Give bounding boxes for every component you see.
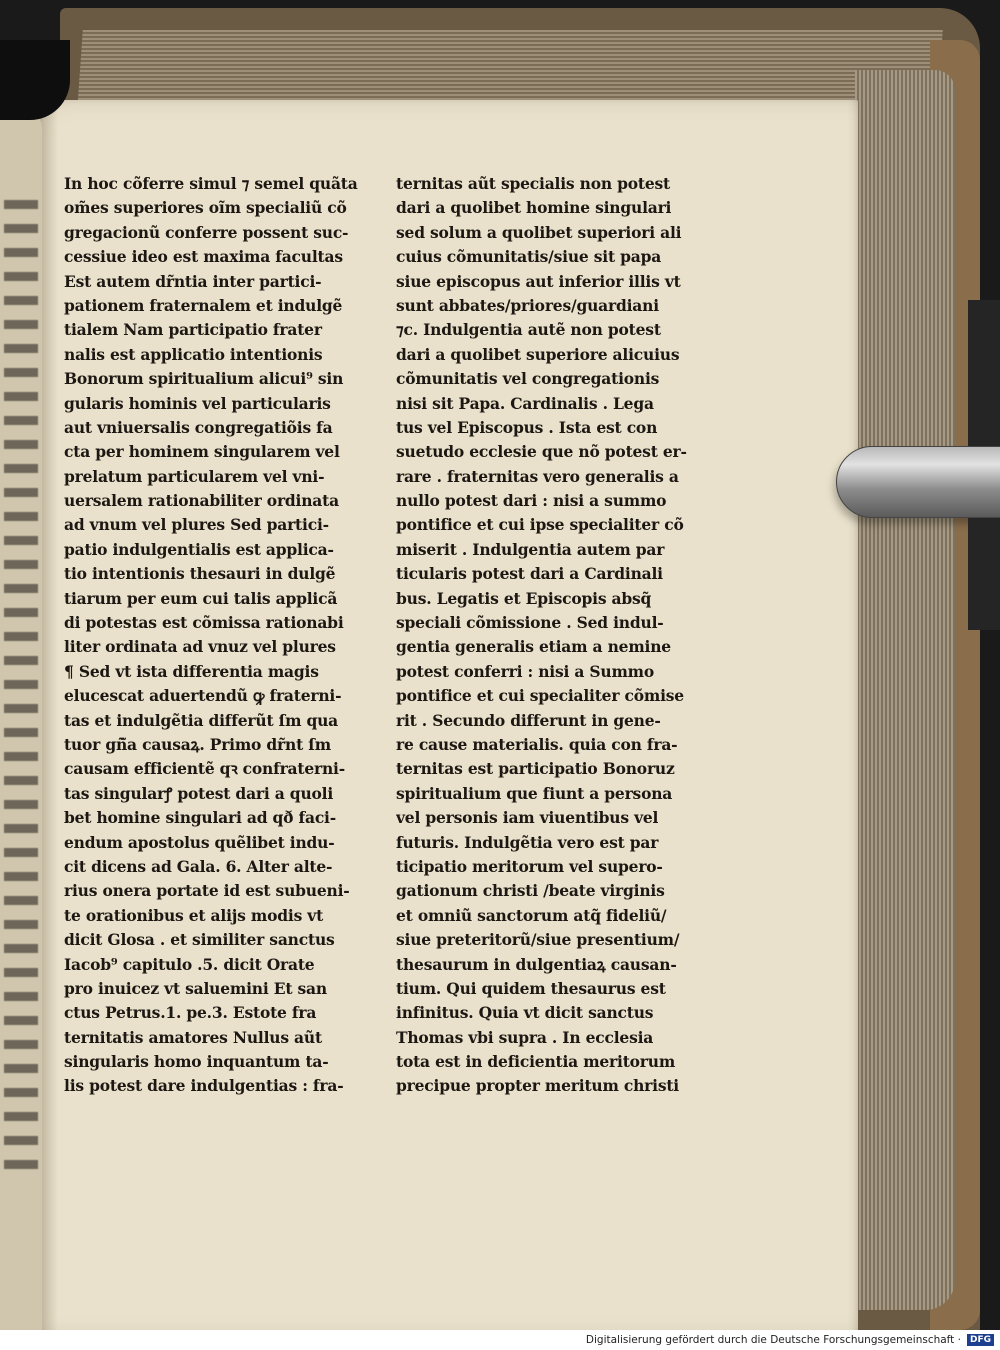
text-line: cõmunitatis vel congregationis bbox=[396, 369, 660, 389]
text-line: vel personis iam viuentibus vel bbox=[396, 808, 659, 828]
facing-page-text-fragments bbox=[4, 200, 38, 1180]
text-line: futuris. Indulgẽtia vero est par bbox=[396, 832, 659, 852]
text-line: miserit . Indulgentia autem par bbox=[396, 539, 665, 559]
text-line: cuius cõmunitatis/siue sit papa bbox=[396, 247, 662, 267]
text-line: tium. Qui quidem thesaurus est bbox=[396, 978, 666, 998]
text-line: potest conferri : nisi a Summo bbox=[396, 661, 654, 681]
text-line: tas et indulgẽtia differũt ſm qua bbox=[64, 710, 339, 730]
text-line: te orationibus et alijs modis vt bbox=[64, 905, 324, 925]
text-line: liter ordinata ad vnuz vel plures bbox=[64, 637, 336, 657]
text-line: lis potest dare indulgentias : fra- bbox=[64, 1076, 344, 1096]
text-line: cta per hominem singularem vel bbox=[64, 442, 340, 462]
text-line: suetudo ecclesie que nõ potest er- bbox=[396, 442, 687, 462]
text-line: precipue propter meritum christi bbox=[396, 1076, 679, 1096]
text-line: nalis est applicatio intentionis bbox=[64, 344, 323, 364]
text-line: ternitas est participatio Bonoruz bbox=[396, 759, 675, 779]
text-line: spiritualium que fiunt a persona bbox=[396, 783, 673, 803]
text-line: ternitatis amatores Nullus aũt bbox=[64, 1027, 322, 1047]
text-line: tota est in deficientia meritorum bbox=[396, 1052, 676, 1072]
text-line: ticularis potest dari a Cardinali bbox=[396, 564, 663, 584]
text-line: gentia generalis etiam a nemine bbox=[396, 637, 671, 657]
text-line: tas singularꝭ potest dari a quoli bbox=[64, 783, 334, 803]
text-line: nullo potest dari : nisi a summo bbox=[396, 491, 667, 511]
text-line: pontifice et cui ipse specialiter cõ bbox=[396, 515, 684, 535]
text-line: speciali cõmissione . Sed indul- bbox=[396, 613, 664, 633]
text-line: pationem fraternalem et indulgẽ bbox=[64, 295, 343, 315]
text-line: di potestas est cõmissa rationabi bbox=[64, 613, 344, 633]
footer-credit-text: Digitalisierung gefördert durch die Deutsche Forschungsgemeinschaft · bbox=[585, 1334, 961, 1346]
text-line: ¶ Sed vt ista differentia magis bbox=[64, 661, 319, 681]
text-line: ad vnum vel plures Sed partici- bbox=[64, 515, 329, 535]
text-line: sunt abbates/priores/guardiani bbox=[396, 295, 659, 315]
text-line: Est autem dr̃ntia inter partici- bbox=[64, 271, 322, 291]
text-line: aut vniuersalis congregatiõis fa bbox=[64, 417, 333, 437]
text-line: gregacionũ conferre possent suc- bbox=[64, 222, 349, 242]
text-line: ternitas aũt specialis non potest bbox=[396, 174, 670, 193]
dfg-logo: DFG bbox=[967, 1334, 994, 1346]
text-line: ⁊c. Indulgentia autẽ non potest bbox=[396, 320, 661, 340]
text-line: dicit Glosa . et similiter sanctus bbox=[64, 930, 335, 950]
text-line: rit . Secundo differunt in gene- bbox=[396, 710, 661, 730]
text-line: uersalem rationabiliter ordinata bbox=[64, 491, 339, 511]
text-line: Iacob⁹ capitulo .5. dicit Orate bbox=[64, 954, 315, 974]
text-column-right bbox=[396, 172, 706, 1099]
text-line: siue episcopus aut inferior illis vt bbox=[396, 271, 681, 291]
text-line: infinitus. Quia vt dicit sanctus bbox=[396, 1003, 654, 1023]
text-line: Bonorum spiritualium alicui⁹ sin bbox=[64, 369, 344, 389]
text-line: endum apostolus quẽlibet indu- bbox=[64, 832, 335, 852]
text-line: dari a quolibet superiore alicuius bbox=[396, 344, 680, 364]
text-line: dari a quolibet homine singulari bbox=[396, 198, 672, 218]
facing-page-edge bbox=[0, 100, 42, 1340]
footer-credit bbox=[0, 1330, 1000, 1350]
text-line: pontifice et cui specialiter cõmise bbox=[396, 686, 684, 706]
text-line: Thomas vbi supra . In ecclesia bbox=[396, 1027, 654, 1047]
text-line: siue preteritorũ/siue presentium/ bbox=[396, 930, 680, 950]
text-line: sed solum a quolibet superiori ali bbox=[396, 222, 682, 242]
text-line: et omniũ sanctorum atq̃ fideliũ/ bbox=[396, 905, 667, 925]
text-line: pro inuicez vt saluemini Et san bbox=[64, 978, 327, 998]
text-line: re cause materialis. quia con fra- bbox=[396, 734, 678, 754]
text-line: patio indulgentialis est applica- bbox=[64, 539, 334, 559]
text-line: thesaurum in dulgentiaꝝ causan- bbox=[396, 954, 677, 974]
text-line: cessiue ideo est maxima facultas bbox=[64, 247, 343, 267]
text-line: gularis hominis vel particularis bbox=[64, 393, 331, 413]
text-line: prelatum particularem vel vni- bbox=[64, 466, 325, 486]
page-edges-top bbox=[77, 30, 943, 110]
text-line: tialem Nam participatio frater bbox=[64, 320, 322, 340]
text-line: ticipatio meritorum vel supero- bbox=[396, 856, 663, 876]
text-line: bus. Legatis et Episcopis absq̃ bbox=[396, 588, 652, 608]
text-line: gationum christi /beate virginis bbox=[396, 881, 665, 901]
text-line: cit dicens ad Gala. 6. Alter alte- bbox=[64, 856, 333, 876]
text-line: ctus Petrus.1. pe.3. Estote fra bbox=[64, 1003, 317, 1023]
page-clip bbox=[836, 446, 1000, 518]
page-edges-right bbox=[855, 70, 955, 1310]
text-line: tuor gñ̃a causaꝝ. Primo dr̃nt ſm bbox=[64, 734, 331, 754]
text-line: In hoc cõferre simul ⁊ semel quãta bbox=[64, 174, 358, 193]
text-line: tiarum per eum cui talis applicã bbox=[64, 588, 338, 608]
text-line: nisi sit Papa. Cardinalis . Lega bbox=[396, 393, 654, 413]
text-line: rare . fraternitas vero generalis a bbox=[396, 466, 679, 486]
text-line: elucescat aduertendũ ꝙ fraterni- bbox=[64, 686, 342, 706]
text-line: om̃es superiores oĩm specialiũ cõ bbox=[64, 198, 347, 218]
text-line: bet homine singulari ad qð faci- bbox=[64, 808, 336, 828]
text-line: rius onera portate id est subueni- bbox=[64, 881, 350, 901]
text-line: tus vel Episcopus . Ista est con bbox=[396, 417, 658, 437]
text-line: tio intentionis thesauri in dulgẽ bbox=[64, 564, 336, 584]
text-column-left bbox=[64, 172, 374, 1099]
text-line: singularis homo inquantum ta- bbox=[64, 1052, 329, 1072]
text-line: causam efficientẽ qꝛ confraterni- bbox=[64, 759, 345, 779]
